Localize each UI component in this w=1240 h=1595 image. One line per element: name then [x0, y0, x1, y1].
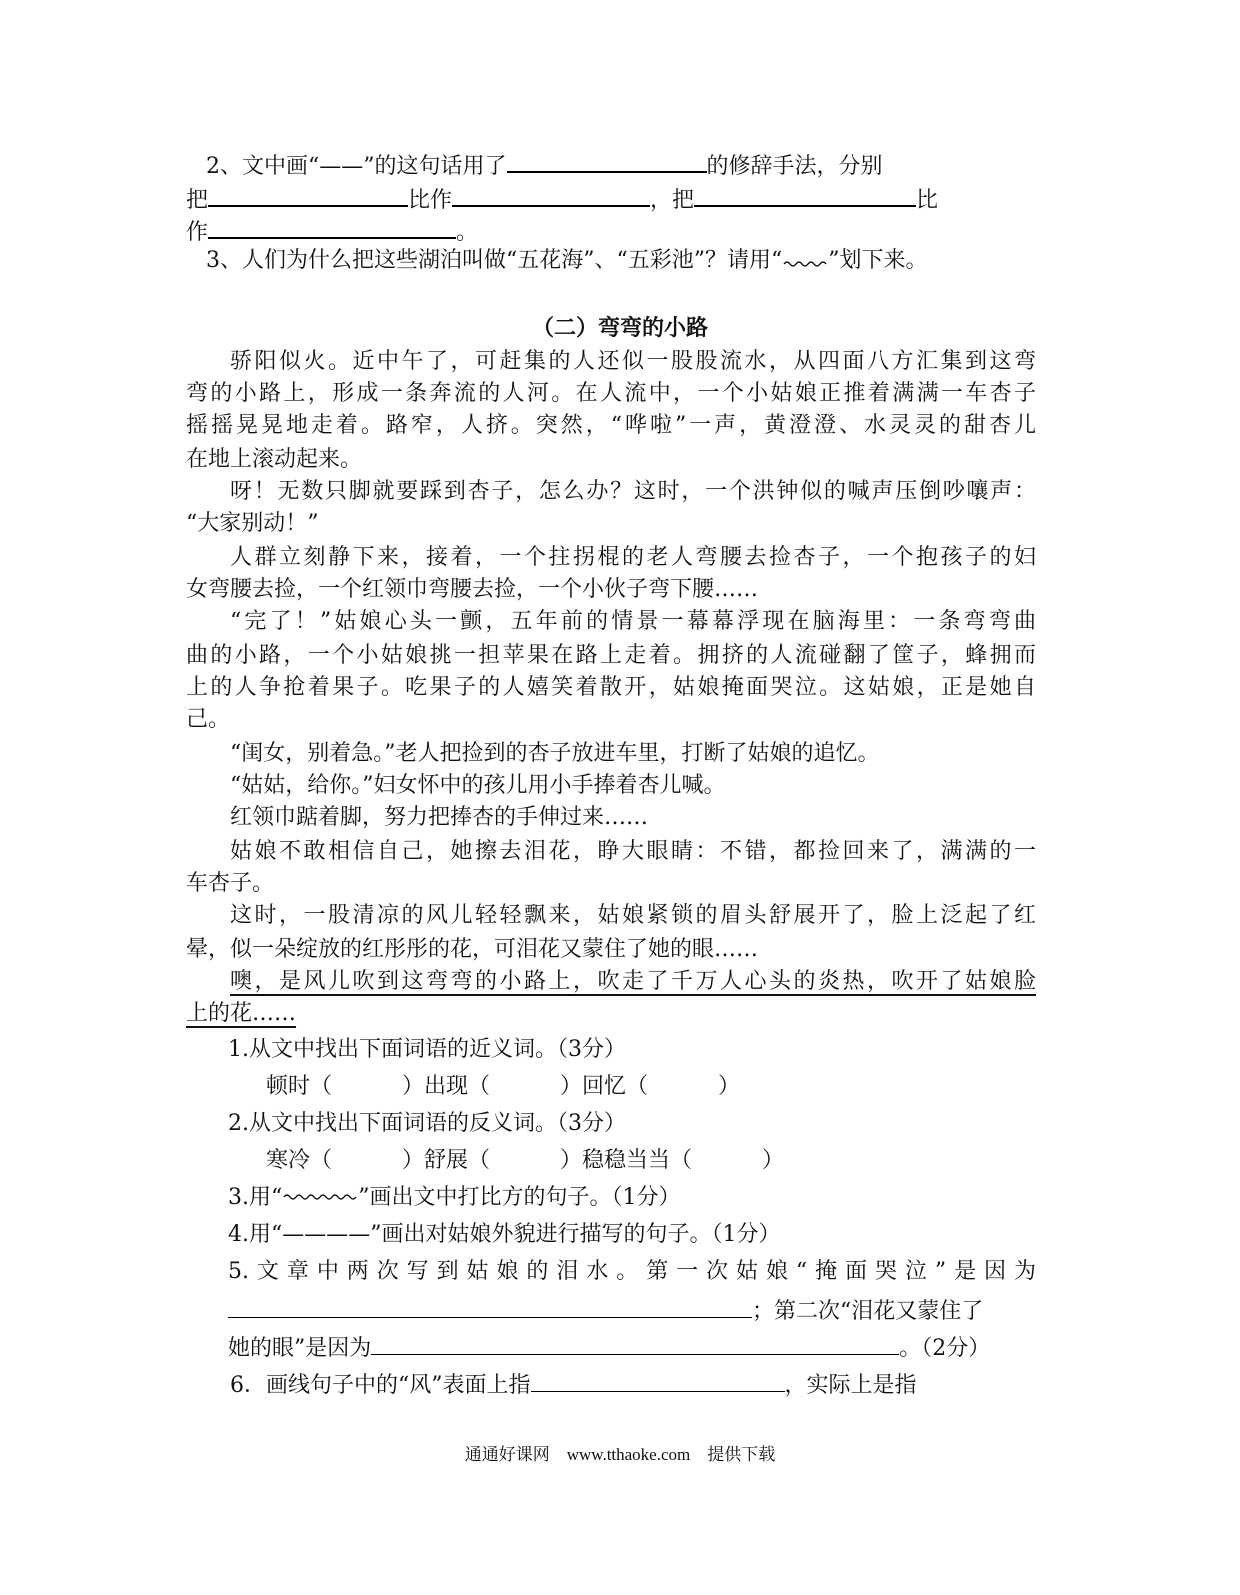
answer-blank[interactable]: [531, 1367, 785, 1392]
answer-blank[interactable]: [208, 213, 456, 239]
q3-text-b: ”画出文中打比方的句子。（1分）: [358, 1185, 681, 1210]
prev-q2-text-d: 比作: [408, 188, 453, 213]
passage-line-underlined: [186, 998, 1036, 1030]
word-box-text: ）稳稳当当（: [560, 1148, 693, 1173]
word-box-text: ）舒展（: [402, 1148, 491, 1173]
prev-q2-text-b: 的修辞手法，分别: [706, 154, 883, 179]
passage-line: 这时，一股清凉的风儿轻轻飘来，姑娘紧锁的眉头舒展开了，脸上泛起了红: [230, 903, 1036, 928]
underlined-sentence-part1: 噢，是风儿吹到这弯弯的小路上，吹走了千万人心头的炎热，吹开了姑娘脸: [230, 969, 1036, 994]
passage-line: 女弯腰去捡，一个红领巾弯腰去捡，一个小伙子弯下腰……: [186, 577, 759, 602]
answer-blank[interactable]: [371, 1330, 899, 1355]
passage-line: 晕，似一朵绽放的红彤彤的花，可泪花又蒙住了她的眼……: [186, 937, 759, 962]
answer-blank[interactable]: [452, 181, 650, 207]
passage-line: 摇摇晃晃地走着。路窄，人挤。突然，“哗啦”一声，黄澄澄、水灵灵的甜杏儿: [186, 413, 1036, 438]
wavy-line-icon: [282, 1191, 358, 1205]
question-2: 2.从文中找出下面词语的反义词。（3分）: [228, 1111, 626, 1136]
passage-line: 曲的小路，一个小姑娘挑一担苹果在路上走着。拥挤的人流碰翻了筐子，蜂拥而: [186, 643, 1036, 668]
question-3: [228, 1182, 1078, 1214]
question-1-words: [266, 1071, 1116, 1103]
question-1: 1.从文中找出下面词语的近义词。（3分）: [228, 1037, 626, 1062]
question-4: 4.用“————”画出对姑娘外貌进行描写的句子。（1分）: [228, 1222, 781, 1247]
prev-question-2-line3: [186, 213, 1036, 249]
answer-blank[interactable]: [507, 147, 707, 173]
q5-text-c: 她的眼”是因为: [228, 1336, 372, 1361]
prev-q2-text-c: 把: [186, 188, 209, 213]
passage-line: “闺女，别着急。”老人把捡到的杏子放进车里，打断了姑娘的追忆。: [230, 741, 880, 766]
answer-blank[interactable]: [208, 181, 408, 207]
question-5-line1: 5.文章中两次写到姑娘的泪水。第一次姑娘“掩面哭泣”是因为: [228, 1259, 1036, 1284]
prev-q2-text-g: 作: [186, 220, 209, 245]
passage-line: 弯的小路上，形成一条奔流的人河。在人流中，一个小姑娘正推着满满一车杏子: [186, 381, 1036, 406]
question-2-words: [266, 1145, 1116, 1177]
passage-line: 车杏子。: [186, 871, 275, 896]
word-box-text: ）出现（: [402, 1074, 491, 1099]
prev-question-2-line1: [206, 147, 1056, 183]
passage-line: 姑娘不敢相信自己，她擦去泪花，睁大眼睛：不错，都捡回来了，满满的一: [230, 839, 1036, 864]
q6-text-a: 6．画线句子中的“风”表面上指: [230, 1373, 531, 1398]
page-footer: 通通好课网 www.tthaoke.com 提供下载: [464, 1445, 776, 1464]
passage-line: “完了！”姑娘心头一颤，五年前的情景一幕幕浮现在脑海里：一条弯弯曲: [230, 609, 1036, 634]
passage-line: 己。: [186, 707, 231, 732]
underlined-sentence-part2: 上的花……: [186, 1001, 297, 1026]
prev-q2-text-a: 2、文中画“——”的这句话用了: [206, 154, 507, 179]
q5-text-d: 。（2分）: [899, 1336, 991, 1361]
prev-q3-text-a: 3、人们为什么把这些湖泊叫做“五花海”、“五彩池”？请用“: [206, 248, 783, 273]
passage-line: 呀！无数只脚就要踩到杏子，怎么办？这时，一个洪钟似的喊声压倒吵嚷声：: [230, 479, 1036, 504]
passage-line: 红领巾踮着脚，努力把捧杏的手伸过来……: [230, 805, 649, 830]
passage-line: 上的人争抢着果子。吃果子的人嬉笑着散开，姑娘掩面哭泣。这姑娘，正是她自: [186, 675, 1036, 700]
passage-line: 人群立刻静下来，接着，一个拄拐棍的老人弯腰去捡杏子，一个抱孩子的妇: [230, 545, 1036, 570]
question-5-line2: [228, 1293, 1036, 1328]
wavy-line-icon: [782, 254, 828, 268]
q5-text-b: ；第二次“泪花又蒙住了: [752, 1299, 984, 1324]
prev-q2-text-h: 。: [456, 220, 479, 245]
q3-text-a: 3.用“: [228, 1185, 283, 1210]
section-title: （二）弯弯的小路: [531, 315, 708, 341]
word-box-text: 寒冷（: [266, 1148, 333, 1173]
word-box-text: ）: [762, 1148, 785, 1173]
answer-blank[interactable]: [694, 181, 916, 207]
word-box-text: ）: [718, 1074, 741, 1099]
passage-line: 在地上滚动起来。: [186, 447, 363, 472]
prev-question-3: [206, 245, 1056, 277]
prev-q2-text-e: ，把: [650, 188, 695, 213]
prev-q3-text-b: ”划下来。: [828, 248, 928, 273]
question-5-line3: [228, 1330, 1078, 1365]
word-box-text: ）回忆（: [560, 1074, 649, 1099]
word-box-text: 顿时（: [266, 1074, 333, 1099]
passage-line: “大家别动！”: [186, 511, 319, 536]
prev-question-2-line2: [186, 181, 1036, 217]
passage-line: “姑姑，给你。”妇女怀中的孩儿用小手捧着杏儿喊。: [230, 773, 726, 798]
answer-blank[interactable]: [228, 1293, 752, 1318]
q6-text-b: ，实际上是指: [784, 1373, 917, 1398]
passage-line: 骄阳似火。近中午了，可赶集的人还似一股股流水，从四面八方汇集到这弯: [230, 349, 1036, 374]
passage-line-underlined: [230, 966, 1036, 998]
question-6: [230, 1367, 1036, 1402]
prev-q2-text-f: 比: [916, 188, 939, 213]
